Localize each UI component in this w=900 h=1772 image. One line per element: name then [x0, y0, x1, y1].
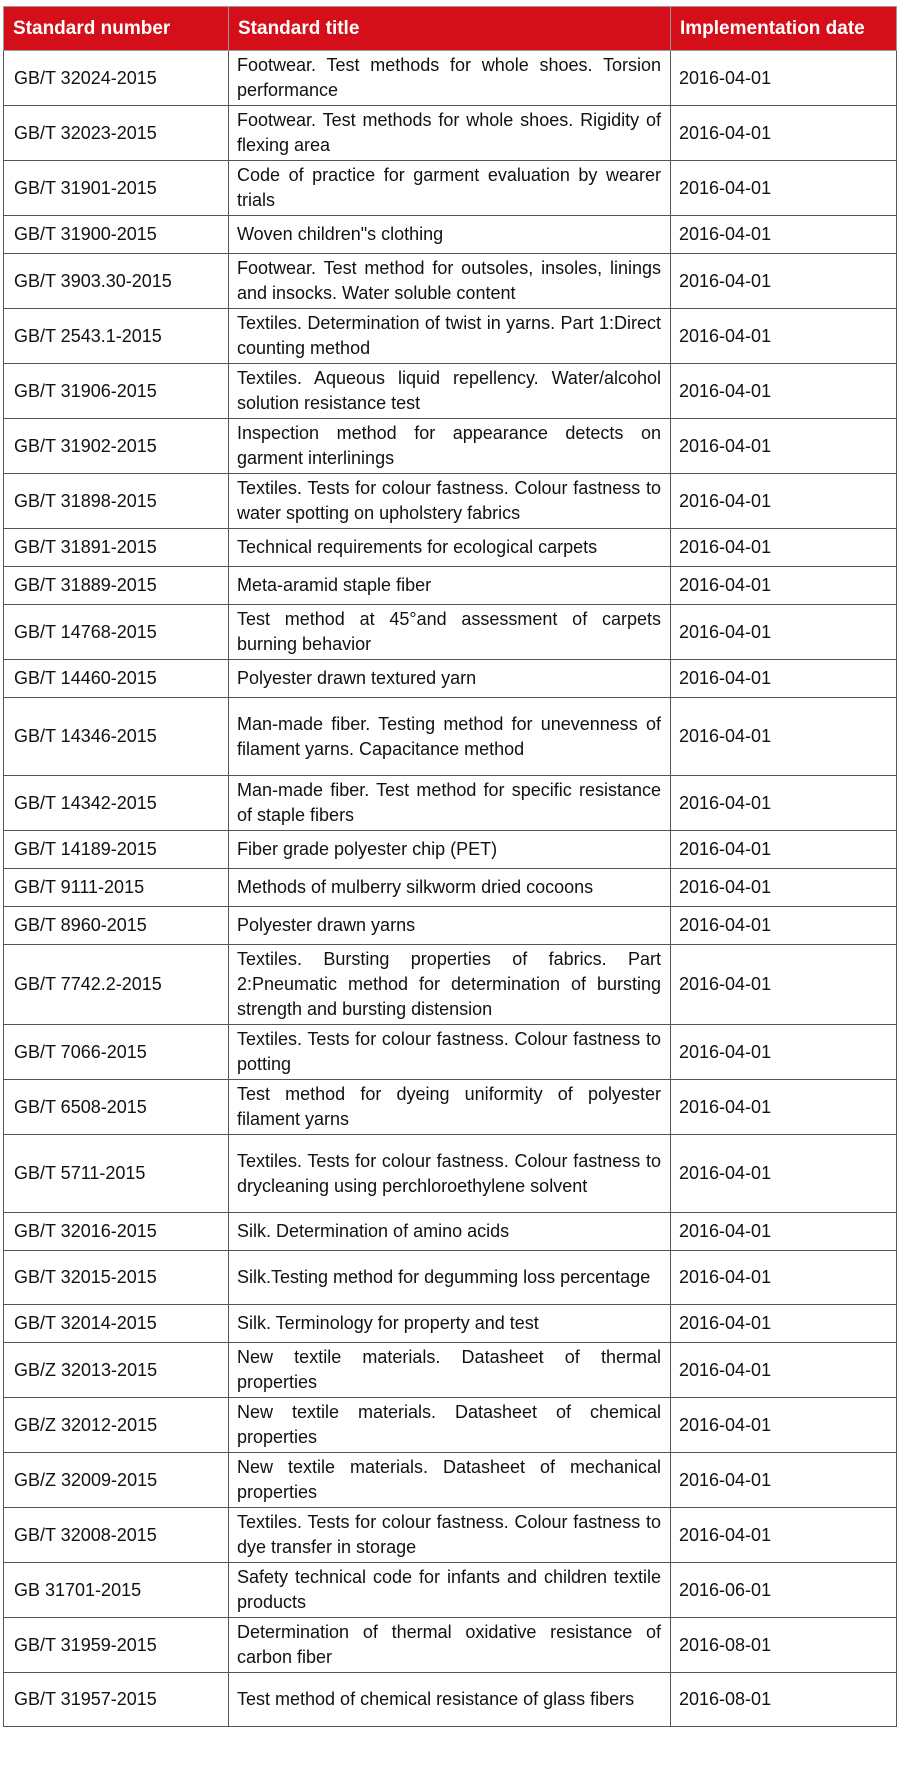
standard-title-cell: Determination of thermal oxidative resistance of carbon fiber [229, 1618, 671, 1673]
standard-number-cell: GB/T 14342-2015 [4, 776, 229, 831]
implementation-date-cell: 2016-04-01 [671, 698, 897, 776]
implementation-date-cell: 2016-04-01 [671, 776, 897, 831]
standard-number-cell: GB/T 31889-2015 [4, 567, 229, 605]
standard-title-cell: Polyester drawn yarns [229, 907, 671, 945]
standard-number-cell: GB 31701-2015 [4, 1563, 229, 1618]
table-row [4, 567, 897, 605]
table-row [4, 1398, 897, 1453]
implementation-date-cell: 2016-04-01 [671, 1135, 897, 1213]
standard-number-cell: GB/T 32015-2015 [4, 1251, 229, 1305]
standard-number-cell: GB/T 14346-2015 [4, 698, 229, 776]
implementation-date-cell: 2016-04-01 [671, 254, 897, 309]
standard-number-cell: GB/T 6508-2015 [4, 1080, 229, 1135]
implementation-date-cell: 2016-04-01 [671, 161, 897, 216]
standard-number-cell: GB/T 7742.2-2015 [4, 945, 229, 1025]
standard-title-cell: Footwear. Test methods for whole shoes. Torsion performance [229, 51, 671, 106]
implementation-date-cell: 2016-04-01 [671, 831, 897, 869]
table-row [4, 364, 897, 419]
standard-number-cell: GB/T 9111-2015 [4, 869, 229, 907]
table-row [4, 605, 897, 660]
table-row [4, 1453, 897, 1508]
table-wrapper [3, 6, 896, 1727]
standard-number-cell: GB/Z 32009-2015 [4, 1453, 229, 1508]
standard-number-cell: GB/Z 32012-2015 [4, 1398, 229, 1453]
standard-title-cell: Test method for dyeing uniformity of polyester filament yarns [229, 1080, 671, 1135]
standard-title-cell: Footwear. Test method for outsoles, insoles, linings and insocks. Water soluble content [229, 254, 671, 309]
table-row [4, 216, 897, 254]
table-row [4, 529, 897, 567]
implementation-date-cell: 2016-04-01 [671, 419, 897, 474]
standard-title-cell: Footwear. Test methods for whole shoes. Rigidity of flexing area [229, 106, 671, 161]
table-row [4, 1080, 897, 1135]
implementation-date-cell: 2016-04-01 [671, 364, 897, 419]
standard-title-cell: Textiles. Bursting properties of fabrics. Part 2:Pneumatic method for determination of bursting strength and bursting distension [229, 945, 671, 1025]
table-row [4, 1305, 897, 1343]
standard-number-cell: GB/T 14189-2015 [4, 831, 229, 869]
standard-title-cell: Test method of chemical resistance of glass fibers [229, 1673, 671, 1727]
header-standard-title: Standard title [229, 7, 671, 51]
implementation-date-cell: 2016-04-01 [671, 51, 897, 106]
implementation-date-cell: 2016-04-01 [671, 216, 897, 254]
implementation-date-cell: 2016-04-01 [671, 605, 897, 660]
standard-title-cell: New textile materials. Datasheet of mechanical properties [229, 1453, 671, 1508]
table-row [4, 945, 897, 1025]
table-row [4, 1025, 897, 1080]
table-row [4, 161, 897, 216]
table-row [4, 776, 897, 831]
standard-number-cell: GB/T 5711-2015 [4, 1135, 229, 1213]
standard-number-cell: GB/T 32024-2015 [4, 51, 229, 106]
standard-title-cell: Silk. Determination of amino acids [229, 1213, 671, 1251]
header-implementation-date: Implementation date [671, 7, 897, 51]
table-row [4, 254, 897, 309]
standard-number-cell: GB/T 3903.30-2015 [4, 254, 229, 309]
standard-title-cell: Textiles. Tests for colour fastness. Colour fastness to dye transfer in storage [229, 1508, 671, 1563]
standard-number-cell: GB/T 2543.1-2015 [4, 309, 229, 364]
implementation-date-cell: 2016-04-01 [671, 1398, 897, 1453]
standards-table [3, 6, 897, 1727]
table-row [4, 1673, 897, 1727]
implementation-date-cell: 2016-04-01 [671, 106, 897, 161]
table-row [4, 106, 897, 161]
standard-title-cell: Textiles. Tests for colour fastness. Colour fastness to water spotting on upholstery fabrics [229, 474, 671, 529]
table-row [4, 419, 897, 474]
standard-title-cell: Silk. Terminology for property and test [229, 1305, 671, 1343]
implementation-date-cell: 2016-04-01 [671, 1343, 897, 1398]
standard-title-cell: Man-made fiber. Testing method for unevenness of filament yarns. Capacitance method [229, 698, 671, 776]
standard-title-cell: Test method at 45°and assessment of carpets burning behavior [229, 605, 671, 660]
implementation-date-cell: 2016-04-01 [671, 474, 897, 529]
implementation-date-cell: 2016-04-01 [671, 1251, 897, 1305]
implementation-date-cell: 2016-04-01 [671, 907, 897, 945]
table-header-row [4, 7, 897, 51]
implementation-date-cell: 2016-04-01 [671, 567, 897, 605]
header-standard-number: Standard number [4, 7, 229, 51]
table-row [4, 660, 897, 698]
table-row [4, 1135, 897, 1213]
standard-number-cell: GB/T 31900-2015 [4, 216, 229, 254]
standard-number-cell: GB/T 31906-2015 [4, 364, 229, 419]
implementation-date-cell: 2016-04-01 [671, 1508, 897, 1563]
standard-title-cell: Fiber grade polyester chip (PET) [229, 831, 671, 869]
standard-title-cell: Methods of mulberry silkworm dried cocoons [229, 869, 671, 907]
implementation-date-cell: 2016-04-01 [671, 309, 897, 364]
implementation-date-cell: 2016-04-01 [671, 1025, 897, 1080]
table-row [4, 1508, 897, 1563]
standard-number-cell: GB/T 31891-2015 [4, 529, 229, 567]
table-row [4, 1213, 897, 1251]
table-row [4, 51, 897, 106]
standard-title-cell: Code of practice for garment evaluation by wearer trials [229, 161, 671, 216]
implementation-date-cell: 2016-04-01 [671, 1453, 897, 1508]
table-row [4, 1563, 897, 1618]
implementation-date-cell: 2016-08-01 [671, 1673, 897, 1727]
implementation-date-cell: 2016-04-01 [671, 1213, 897, 1251]
table-row [4, 1251, 897, 1305]
standard-title-cell: New textile materials. Datasheet of chemical properties [229, 1398, 671, 1453]
standard-title-cell: Textiles. Determination of twist in yarns. Part 1:Direct counting method [229, 309, 671, 364]
standard-number-cell: GB/T 32016-2015 [4, 1213, 229, 1251]
implementation-date-cell: 2016-06-01 [671, 1563, 897, 1618]
standard-title-cell: Textiles. Tests for colour fastness. Colour fastness to potting [229, 1025, 671, 1080]
implementation-date-cell: 2016-04-01 [671, 1305, 897, 1343]
table-row [4, 831, 897, 869]
implementation-date-cell: 2016-04-01 [671, 660, 897, 698]
standard-number-cell: GB/T 31957-2015 [4, 1673, 229, 1727]
standard-title-cell: Textiles. Tests for colour fastness. Colour fastness to drycleaning using perchloroethylene solvent [229, 1135, 671, 1213]
standard-title-cell: Meta-aramid staple fiber [229, 567, 671, 605]
standard-title-cell: New textile materials. Datasheet of thermal properties [229, 1343, 671, 1398]
standard-title-cell: Safety technical code for infants and children textile products [229, 1563, 671, 1618]
standard-number-cell: GB/T 14768-2015 [4, 605, 229, 660]
table-row [4, 474, 897, 529]
table-row [4, 1343, 897, 1398]
implementation-date-cell: 2016-04-01 [671, 1080, 897, 1135]
standard-number-cell: GB/T 32023-2015 [4, 106, 229, 161]
standard-number-cell: GB/T 7066-2015 [4, 1025, 229, 1080]
implementation-date-cell: 2016-04-01 [671, 869, 897, 907]
standard-number-cell: GB/T 8960-2015 [4, 907, 229, 945]
standard-title-cell: Textiles. Aqueous liquid repellency. Water/alcohol solution resistance test [229, 364, 671, 419]
standard-number-cell: GB/T 32014-2015 [4, 1305, 229, 1343]
standard-title-cell: Man-made fiber. Test method for specific resistance of staple fibers [229, 776, 671, 831]
table-row [4, 907, 897, 945]
standard-title-cell: Woven children"s clothing [229, 216, 671, 254]
implementation-date-cell: 2016-04-01 [671, 945, 897, 1025]
standard-number-cell: GB/Z 32013-2015 [4, 1343, 229, 1398]
table-row [4, 869, 897, 907]
standard-number-cell: GB/T 14460-2015 [4, 660, 229, 698]
standard-number-cell: GB/T 32008-2015 [4, 1508, 229, 1563]
implementation-date-cell: 2016-04-01 [671, 529, 897, 567]
table-row [4, 698, 897, 776]
standard-number-cell: GB/T 31902-2015 [4, 419, 229, 474]
standard-number-cell: GB/T 31901-2015 [4, 161, 229, 216]
implementation-date-cell: 2016-08-01 [671, 1618, 897, 1673]
table-row [4, 1618, 897, 1673]
standard-title-cell: Inspection method for appearance detects on garment interlinings [229, 419, 671, 474]
standard-title-cell: Technical requirements for ecological carpets [229, 529, 671, 567]
table-row [4, 309, 897, 364]
standard-title-cell: Silk.Testing method for degumming loss percentage [229, 1251, 671, 1305]
standard-title-cell: Polyester drawn textured yarn [229, 660, 671, 698]
standard-number-cell: GB/T 31898-2015 [4, 474, 229, 529]
standard-number-cell: GB/T 31959-2015 [4, 1618, 229, 1673]
